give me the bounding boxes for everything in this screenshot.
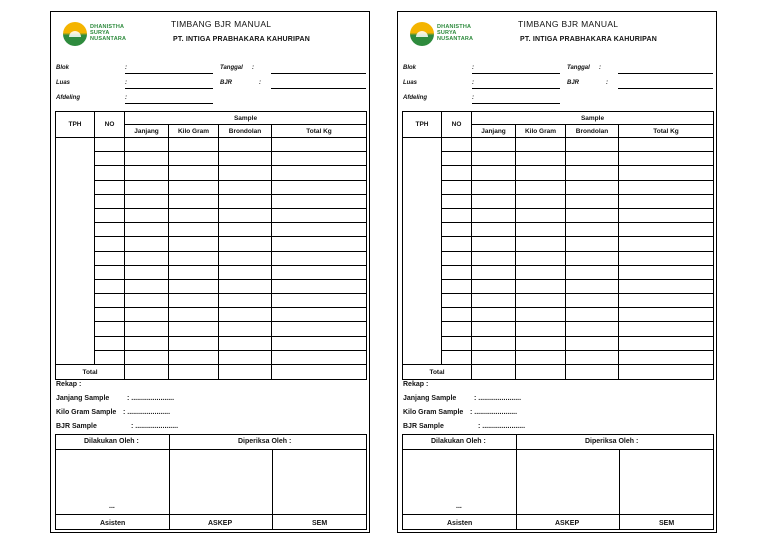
table-cell[interactable] <box>169 194 219 208</box>
table-cell[interactable] <box>125 152 169 166</box>
tph-cell[interactable] <box>403 138 442 365</box>
label-bjr: BJR <box>220 80 233 86</box>
table-cell[interactable] <box>619 194 714 208</box>
col-sample: Sample <box>125 112 367 125</box>
bjr-sample-label: BJR Sample <box>403 423 444 430</box>
col-janjang: Janjang <box>125 125 169 138</box>
table-cell[interactable] <box>619 180 714 194</box>
table-row <box>403 152 714 166</box>
sample-table <box>402 111 714 380</box>
table-cell[interactable] <box>169 350 219 364</box>
tph-cell[interactable] <box>56 138 95 365</box>
diperiksa-oleh-label: Diperiksa Oleh : <box>238 438 292 445</box>
table-cell[interactable] <box>272 279 367 293</box>
table-cell[interactable] <box>442 308 472 322</box>
kilo-gram-sample-value[interactable]: : ...................... <box>123 409 171 416</box>
total-cell[interactable] <box>125 365 169 380</box>
table-row <box>403 208 714 222</box>
table-cell[interactable] <box>219 336 272 350</box>
table-cell[interactable] <box>125 336 169 350</box>
table-cell[interactable] <box>566 180 619 194</box>
luas-field[interactable] <box>472 88 560 89</box>
table-cell[interactable] <box>169 251 219 265</box>
table-cell[interactable] <box>442 265 472 279</box>
table-row <box>56 194 367 208</box>
colon: : <box>259 80 261 86</box>
table-cell[interactable] <box>472 152 516 166</box>
table-cell[interactable] <box>442 208 472 222</box>
table-cell[interactable] <box>125 350 169 364</box>
table-cell[interactable] <box>566 279 619 293</box>
table-row <box>403 279 714 293</box>
table-cell[interactable] <box>516 138 566 152</box>
table-cell[interactable] <box>472 322 516 336</box>
table-cell[interactable] <box>95 138 125 152</box>
table-row <box>403 294 714 308</box>
table-cell[interactable] <box>169 294 219 308</box>
table-cell[interactable] <box>95 166 125 180</box>
table-cell[interactable] <box>125 194 169 208</box>
table-cell[interactable] <box>95 208 125 222</box>
table-cell[interactable] <box>566 308 619 322</box>
dilakukan-oleh-label: Dilakukan Oleh : <box>84 438 139 445</box>
table-cell[interactable] <box>95 336 125 350</box>
table-cell[interactable] <box>125 294 169 308</box>
table-cell[interactable] <box>169 308 219 322</box>
colon: : <box>472 65 474 71</box>
form-title: TIMBANG BJR MANUAL <box>171 19 272 29</box>
table-row <box>56 294 367 308</box>
table-cell[interactable] <box>566 138 619 152</box>
colon: : <box>599 65 601 71</box>
dilakukan-oleh-label: Dilakukan Oleh : <box>431 438 486 445</box>
table-row <box>403 223 714 237</box>
table-cell[interactable] <box>566 237 619 251</box>
table-row <box>56 180 367 194</box>
colon: : <box>125 80 127 86</box>
total-label: Total <box>403 365 472 380</box>
askep-label: ASKEP <box>208 520 233 527</box>
table-cell[interactable] <box>169 237 219 251</box>
table-cell[interactable] <box>169 322 219 336</box>
label-luas: Luas <box>56 80 71 86</box>
table-cell[interactable] <box>272 152 367 166</box>
table-cell[interactable] <box>566 251 619 265</box>
table-cell[interactable] <box>95 152 125 166</box>
table-row <box>56 166 367 180</box>
sample-table <box>55 111 367 380</box>
table-cell[interactable] <box>169 138 219 152</box>
table-cell[interactable] <box>472 265 516 279</box>
table-cell[interactable] <box>219 237 272 251</box>
table-cell[interactable] <box>516 279 566 293</box>
table-cell[interactable] <box>272 322 367 336</box>
table-cell[interactable] <box>272 208 367 222</box>
company-logo <box>410 22 490 48</box>
table-cell[interactable] <box>472 279 516 293</box>
total-row <box>403 365 714 380</box>
table-row <box>403 322 714 336</box>
table-cell[interactable] <box>95 265 125 279</box>
label-tanggal: Tanggal <box>567 65 590 71</box>
table-row <box>56 265 367 279</box>
table-cell[interactable] <box>516 322 566 336</box>
table-cell[interactable] <box>566 152 619 166</box>
table-cell[interactable] <box>442 279 472 293</box>
table-row <box>56 237 367 251</box>
table-row <box>403 237 714 251</box>
table-cell[interactable] <box>272 294 367 308</box>
table-cell[interactable] <box>125 251 169 265</box>
table-cell[interactable] <box>272 308 367 322</box>
table-cell[interactable] <box>219 138 272 152</box>
table-cell[interactable] <box>516 237 566 251</box>
table-cell[interactable] <box>125 138 169 152</box>
table-cell[interactable] <box>472 308 516 322</box>
table-row <box>56 322 367 336</box>
form-sheet-right <box>397 11 717 533</box>
company-logo <box>63 22 143 48</box>
table-cell[interactable] <box>619 251 714 265</box>
bjr-sample-value[interactable]: : ...................... <box>478 423 526 430</box>
table-cell[interactable] <box>219 265 272 279</box>
table-cell[interactable] <box>442 166 472 180</box>
table-cell[interactable] <box>516 350 566 364</box>
table-cell[interactable] <box>169 279 219 293</box>
logo-line: NUSANTARA <box>90 36 127 42</box>
label-blok: Blok <box>403 65 417 71</box>
table-cell[interactable] <box>125 180 169 194</box>
table-row <box>403 180 714 194</box>
label-tanggal: Tanggal <box>220 65 243 71</box>
table-cell[interactable] <box>619 223 714 237</box>
table-cell[interactable] <box>472 294 516 308</box>
logo-line: SURYA <box>437 30 457 36</box>
table-cell[interactable] <box>272 350 367 364</box>
table-cell[interactable] <box>472 166 516 180</box>
table-cell[interactable] <box>516 152 566 166</box>
table-row <box>403 251 714 265</box>
afdeling-field[interactable] <box>125 103 213 104</box>
table-cell[interactable] <box>219 279 272 293</box>
table-cell[interactable] <box>566 322 619 336</box>
label-luas: Luas <box>403 80 418 86</box>
table-cell[interactable] <box>219 294 272 308</box>
table-cell[interactable] <box>272 180 367 194</box>
table-cell[interactable] <box>516 180 566 194</box>
table-cell[interactable] <box>272 336 367 350</box>
sem-label: SEM <box>312 520 328 527</box>
rekap-title: Rekap : <box>56 381 82 388</box>
table-row <box>56 308 367 322</box>
table-row <box>403 138 714 152</box>
table-cell[interactable] <box>619 166 714 180</box>
table-cell[interactable] <box>472 208 516 222</box>
table-cell[interactable] <box>169 166 219 180</box>
total-cell[interactable] <box>619 365 714 380</box>
luas-field[interactable] <box>125 88 213 89</box>
table-row <box>56 279 367 293</box>
table-cell[interactable] <box>219 166 272 180</box>
table-cell[interactable] <box>272 251 367 265</box>
table-cell[interactable] <box>619 308 714 322</box>
table-cell[interactable] <box>219 350 272 364</box>
diperiksa-oleh-label: Diperiksa Oleh : <box>585 438 639 445</box>
col-total-kg: Total Kg <box>619 125 714 138</box>
kilo-gram-sample-label: Kilo Gram Sample <box>403 409 464 416</box>
table-cell[interactable] <box>442 322 472 336</box>
table-cell[interactable] <box>472 350 516 364</box>
colon: : <box>252 65 254 71</box>
col-brondolan: Brondolan <box>219 125 272 138</box>
table-cell[interactable] <box>272 194 367 208</box>
table-cell[interactable] <box>125 166 169 180</box>
label-afdeling: Afdeling <box>56 95 80 101</box>
table-cell[interactable] <box>219 208 272 222</box>
table-cell[interactable] <box>125 322 169 336</box>
signature-dots: ... <box>109 503 115 510</box>
label-afdeling: Afdeling <box>403 95 427 101</box>
asisten-label: Asisten <box>447 520 473 527</box>
table-cell[interactable] <box>516 294 566 308</box>
table-cell[interactable] <box>442 350 472 364</box>
table-cell[interactable] <box>219 152 272 166</box>
table-row <box>403 350 714 364</box>
total-cell[interactable] <box>219 365 272 380</box>
table-cell[interactable] <box>169 152 219 166</box>
table-cell[interactable] <box>219 180 272 194</box>
table-cell[interactable] <box>472 336 516 350</box>
table-cell[interactable] <box>125 208 169 222</box>
form-sheet-left <box>50 11 370 533</box>
table-cell[interactable] <box>169 180 219 194</box>
col-kilo-gram: Kilo Gram <box>516 125 566 138</box>
table-cell[interactable] <box>442 294 472 308</box>
table-cell[interactable] <box>95 223 125 237</box>
table-row <box>56 350 367 364</box>
table-row <box>56 208 367 222</box>
signature-box <box>55 434 367 530</box>
kilo-gram-sample-value[interactable]: : ...................... <box>470 409 518 416</box>
total-cell[interactable] <box>516 365 566 380</box>
table-cell[interactable] <box>442 138 472 152</box>
table-cell[interactable] <box>125 308 169 322</box>
bjr-sample-value[interactable]: : ...................... <box>131 423 179 430</box>
table-cell[interactable] <box>619 138 714 152</box>
table-cell[interactable] <box>272 223 367 237</box>
table-cell[interactable] <box>95 279 125 293</box>
table-cell[interactable] <box>95 180 125 194</box>
bjr-field[interactable] <box>618 88 713 89</box>
table-cell[interactable] <box>169 336 219 350</box>
table-cell[interactable] <box>95 251 125 265</box>
col-tph: TPH <box>56 112 95 138</box>
logo-emblem-icon <box>410 22 434 46</box>
bjr-sample-label: BJR Sample <box>56 423 97 430</box>
table-cell[interactable] <box>566 208 619 222</box>
colon: : <box>125 95 127 101</box>
table-cell[interactable] <box>219 223 272 237</box>
table-cell[interactable] <box>219 308 272 322</box>
table-cell[interactable] <box>566 294 619 308</box>
table-cell[interactable] <box>516 194 566 208</box>
table-cell[interactable] <box>442 336 472 350</box>
table-row <box>403 166 714 180</box>
table-cell[interactable] <box>472 138 516 152</box>
askep-label: ASKEP <box>555 520 580 527</box>
table-cell[interactable] <box>516 336 566 350</box>
label-blok: Blok <box>56 65 70 71</box>
table-row <box>56 251 367 265</box>
blok-field[interactable] <box>472 73 560 74</box>
logo-line: SURYA <box>90 30 110 36</box>
col-no: NO <box>95 112 125 138</box>
col-kilo-gram: Kilo Gram <box>169 125 219 138</box>
table-cell[interactable] <box>472 223 516 237</box>
table-cell[interactable] <box>272 237 367 251</box>
logo-line: DHANISTHA <box>437 24 472 30</box>
table-cell[interactable] <box>219 322 272 336</box>
form-title: TIMBANG BJR MANUAL <box>518 19 619 29</box>
table-cell[interactable] <box>619 208 714 222</box>
table-row <box>403 265 714 279</box>
table-row <box>403 194 714 208</box>
logo-line: DHANISTHA <box>90 24 125 30</box>
logo-emblem-icon <box>63 22 87 46</box>
colon: : <box>472 95 474 101</box>
table-cell[interactable] <box>125 237 169 251</box>
table-cell[interactable] <box>619 350 714 364</box>
col-no: NO <box>442 112 472 138</box>
total-cell[interactable] <box>472 365 516 380</box>
signature-dots: ... <box>456 503 462 510</box>
sem-label: SEM <box>659 520 675 527</box>
table-cell[interactable] <box>619 237 714 251</box>
table-cell[interactable] <box>619 294 714 308</box>
col-brondolan: Brondolan <box>566 125 619 138</box>
table-cell[interactable] <box>442 194 472 208</box>
table-cell[interactable] <box>442 180 472 194</box>
table-cell[interactable] <box>442 152 472 166</box>
table-row <box>56 336 367 350</box>
table-cell[interactable] <box>516 223 566 237</box>
afdeling-field[interactable] <box>472 103 560 104</box>
colon: : <box>606 80 608 86</box>
table-row <box>56 223 367 237</box>
table-cell[interactable] <box>516 308 566 322</box>
col-total-kg: Total Kg <box>272 125 367 138</box>
table-cell[interactable] <box>95 194 125 208</box>
table-cell[interactable] <box>272 138 367 152</box>
janjang-sample-label: Janjang Sample <box>56 395 110 402</box>
table-cell[interactable] <box>272 265 367 279</box>
table-cell[interactable] <box>516 265 566 279</box>
table-cell[interactable] <box>125 265 169 279</box>
signature-box <box>402 434 714 530</box>
total-row <box>56 365 367 380</box>
table-cell[interactable] <box>566 194 619 208</box>
logo-line: NUSANTARA <box>437 36 474 42</box>
table-cell[interactable] <box>619 336 714 350</box>
table-cell[interactable] <box>472 237 516 251</box>
bjr-field[interactable] <box>271 88 366 89</box>
blok-field[interactable] <box>125 73 213 74</box>
total-cell[interactable] <box>566 365 619 380</box>
table-cell[interactable] <box>95 322 125 336</box>
label-bjr: BJR <box>567 80 580 86</box>
table-cell[interactable] <box>442 223 472 237</box>
janjang-sample-value[interactable]: : ...................... <box>474 395 522 402</box>
table-cell[interactable] <box>219 251 272 265</box>
table-cell[interactable] <box>95 237 125 251</box>
table-cell[interactable] <box>516 166 566 180</box>
janjang-sample-label: Janjang Sample <box>403 395 457 402</box>
col-janjang: Janjang <box>472 125 516 138</box>
table-cell[interactable] <box>619 152 714 166</box>
kilo-gram-sample-label: Kilo Gram Sample <box>56 409 117 416</box>
table-cell[interactable] <box>472 194 516 208</box>
table-cell[interactable] <box>472 251 516 265</box>
table-cell[interactable] <box>125 279 169 293</box>
table-row <box>403 336 714 350</box>
table-cell[interactable] <box>95 350 125 364</box>
table-cell[interactable] <box>169 265 219 279</box>
tanggal-field[interactable] <box>618 73 713 74</box>
table-cell[interactable] <box>442 237 472 251</box>
table-cell[interactable] <box>472 180 516 194</box>
table-cell[interactable] <box>566 265 619 279</box>
company-name: PT. INTIGA PRABHAKARA KAHURIPAN <box>520 36 657 43</box>
table-cell[interactable] <box>566 350 619 364</box>
table-cell[interactable] <box>516 208 566 222</box>
table-row <box>403 308 714 322</box>
table-cell[interactable] <box>566 336 619 350</box>
total-cell[interactable] <box>169 365 219 380</box>
colon: : <box>472 80 474 86</box>
table-cell[interactable] <box>95 294 125 308</box>
table-cell[interactable] <box>566 166 619 180</box>
table-cell[interactable] <box>566 223 619 237</box>
table-cell[interactable] <box>619 279 714 293</box>
table-cell[interactable] <box>219 194 272 208</box>
total-label: Total <box>56 365 125 380</box>
table-cell[interactable] <box>442 251 472 265</box>
table-cell[interactable] <box>169 208 219 222</box>
table-cell[interactable] <box>619 322 714 336</box>
table-row <box>56 152 367 166</box>
colon: : <box>125 65 127 71</box>
table-cell[interactable] <box>95 308 125 322</box>
table-cell[interactable] <box>125 223 169 237</box>
tanggal-field[interactable] <box>271 73 366 74</box>
total-cell[interactable] <box>272 365 367 380</box>
janjang-sample-value[interactable]: : ...................... <box>127 395 175 402</box>
col-tph: TPH <box>403 112 442 138</box>
col-sample: Sample <box>472 112 714 125</box>
company-name: PT. INTIGA PRABHAKARA KAHURIPAN <box>173 36 310 43</box>
table-cell[interactable] <box>516 251 566 265</box>
table-cell[interactable] <box>619 265 714 279</box>
rekap-title: Rekap : <box>403 381 429 388</box>
table-row <box>56 138 367 152</box>
table-cell[interactable] <box>169 223 219 237</box>
asisten-label: Asisten <box>100 520 126 527</box>
table-cell[interactable] <box>272 166 367 180</box>
